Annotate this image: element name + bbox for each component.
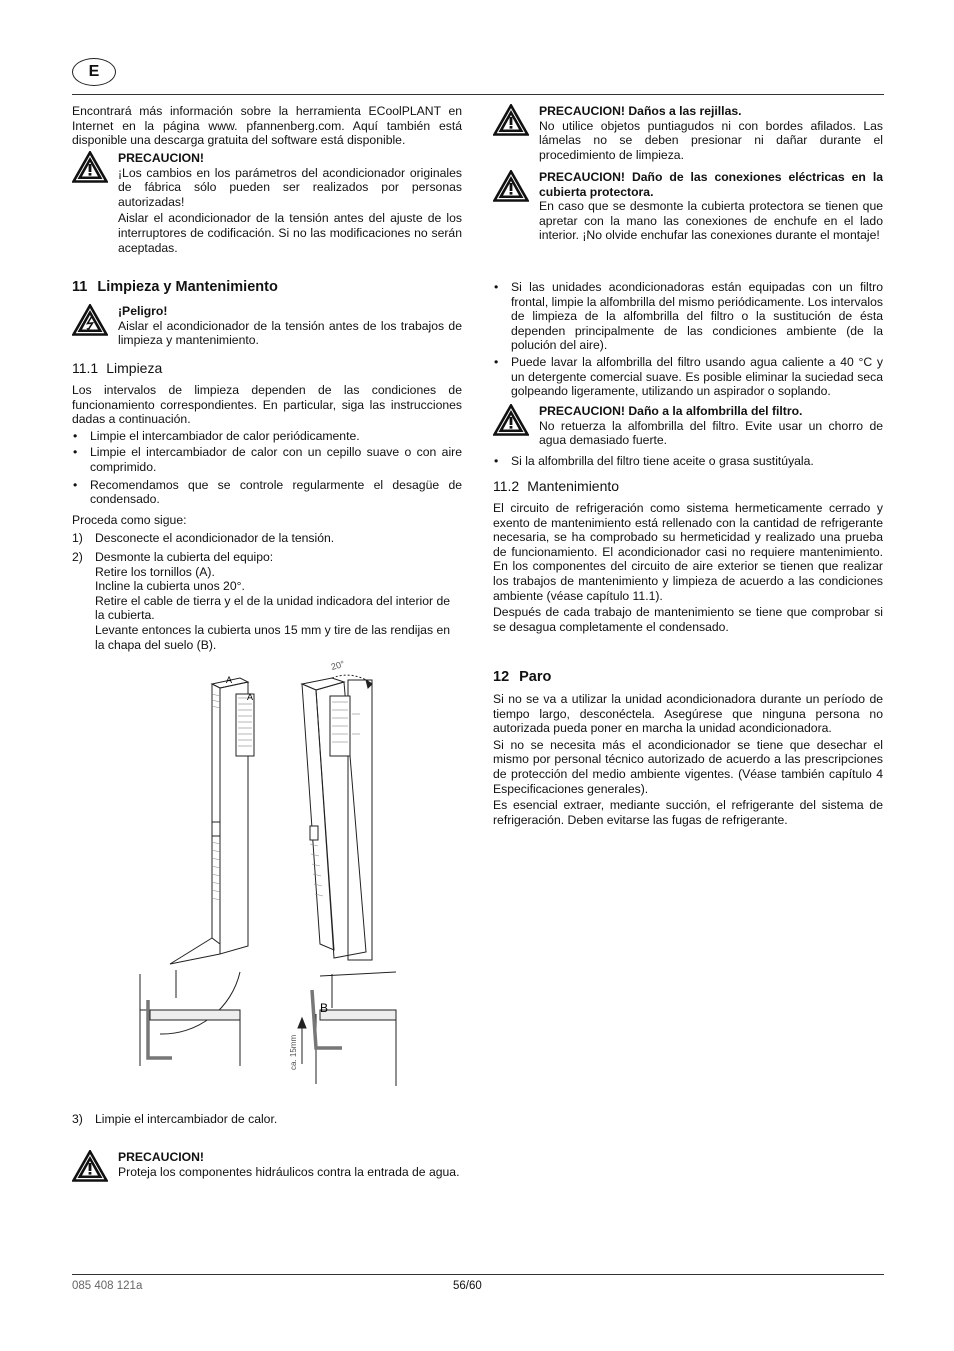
step-text: Desconecte el acondicionador de la tensión. <box>95 531 335 546</box>
language-code: E <box>88 62 100 80</box>
list-item: • Limpie el intercambiador de calor con un cepillo suave o con aire comprimido. <box>72 445 462 474</box>
section-number: 11 <box>72 279 88 295</box>
figure-label-angle: 20° <box>329 658 346 672</box>
figure-label-b: B <box>320 1001 329 1015</box>
list-item: • Si la alfombrilla del filtro tiene aceite o grasa sustitúyala. <box>493 454 883 469</box>
step-2 <box>72 550 462 652</box>
step-number: 1) <box>72 531 83 546</box>
figure-label-a: A <box>226 675 233 685</box>
section-title: Limpieza y Mantenimiento <box>97 279 278 295</box>
section-11-2-heading <box>493 479 619 494</box>
cover-removal-figure <box>120 654 410 1094</box>
cleaning-body <box>72 383 462 656</box>
section-title: Paro <box>519 669 552 685</box>
danger-title: ¡Peligro! <box>118 304 168 318</box>
shutdown-paragraph: Es esencial extraer, mediante succión, el refrigerante del sistema de refrigeración. Deben evitarse las fugas de refrigerante. <box>493 798 883 827</box>
section-number: 11.1 <box>72 360 99 376</box>
warning-triangle-icon <box>493 104 529 136</box>
section-number: 11.2 <box>493 478 520 494</box>
maintenance-paragraph: El circuito de refrigeración como sistema hermeticamente cerrado y exento de mantenimiento está rellenado con la cantidad de refrigerante necesaria, se ha comprobado su hermeticidad y realizado una prueba de funcionamiento. El acondicionador casi no requiere mantenimiento. En los componentes del circuito de aire exterior se tienen que realizar los trabajos de mantenimiento y limpieza de acuerdo a las condiciones ambiente (véase capítulo 11.1). <box>493 501 883 603</box>
maintenance-paragraph: Después de cada trabajo de mantenimiento se tiene que comprobar si se desagua completamente el condensado. <box>493 605 883 634</box>
step-number: 3) <box>72 1112 83 1126</box>
electric-hazard-icon <box>72 304 108 336</box>
danger-notice <box>72 304 462 354</box>
shutdown-paragraph: Si no se necesita más el acondicionador se tiene que desechar el mismo por personal técnico autorizado de acuerdo a las prescripciones de protección del medio ambiente vigentes. (Véase también capítulo 4 Especificaciones generales). <box>493 737 883 796</box>
section-11-1-heading <box>72 361 162 376</box>
steps-list <box>72 531 462 652</box>
intro-paragraph: Encontrará más información sobre la herramienta ECoolPLANT en Internet en la página www. pfannenberg.com. Aquí también está disponible una descarga gratuita del software está disponible. <box>72 104 462 148</box>
warning-title: PRECAUCION! Daño a la alfombrilla del filtro. <box>539 404 803 418</box>
list-item: • Puede lavar la alfombrilla del filtro usando agua caliente a 40 °C y un detergente comercial suave. Es posible eliminar la suciedad seca golpeando ligeramente, utilizando un aspirador o soplando. <box>493 355 883 399</box>
section-11-heading <box>72 280 278 295</box>
danger-text: Aislar el acondicionador de la tensión antes de los trabajos de limpieza y mantenimiento. <box>118 318 462 348</box>
warning-text: No retuerza la alfombrilla del filtro. Evite usar un chorro de agua demasiado fuerte. <box>539 418 883 448</box>
section-12-heading <box>493 670 551 685</box>
figure-label-a: A <box>247 692 254 702</box>
warning-text: No utilice objetos puntiagudos ni con bordes afilados. Las lámelas no se deben presionar ni dañar durante el procedimiento de limpieza. <box>539 118 883 162</box>
warning-triangle-icon <box>493 404 529 436</box>
step-text: Levante entonces la cubierta unos 15 mm y tire de las rendijas en la chapa del suelo (B). <box>95 622 450 652</box>
section-number: 12 <box>493 669 510 685</box>
header-rule <box>72 94 884 95</box>
intervals-paragraph: Los intervalos de limpieza dependen de las condiciones de funcionamiento correspondientes. En particular, siga las instrucciones dadas a continuación. <box>72 383 462 427</box>
proceed-text: Proceda como sigue: <box>72 512 187 527</box>
step-3 <box>72 1112 462 1131</box>
cleaning-bullets <box>72 429 462 507</box>
warning-settings <box>72 151 462 261</box>
warning-triangle-icon <box>493 170 529 202</box>
warning-grilles <box>493 104 883 168</box>
page-number: 56/60 <box>453 1280 482 1292</box>
warning-text: En caso que se desmonte la cubierta protectora se tienen que apretar con la mano las conexiones de enchufe en el lado interior. ¡No olvide enchufar las conexiones durante el montaje! <box>539 199 883 243</box>
warning-title: PRECAUCION! <box>118 151 204 165</box>
filter-bullets <box>493 280 883 401</box>
section-title: Limpieza <box>106 360 163 376</box>
list-item: • Recomendamos que se controle regularmente el desagüe de condensado. <box>72 478 462 507</box>
maintenance-body <box>493 501 883 634</box>
warning-hydraulic <box>72 1150 462 1200</box>
warning-filter <box>493 404 883 452</box>
warning-triangle-icon <box>72 1150 108 1182</box>
warning-text: Proteja los componentes hidráulicos contra la entrada de agua. <box>118 1164 460 1179</box>
warning-title: PRECAUCION! Daño de las conexiones eléctricas en la cubierta protectora. <box>539 170 883 199</box>
warning-title: PRECAUCION! Daños a las rejillas. <box>539 104 742 118</box>
shutdown-body <box>493 692 883 827</box>
section-title: Mantenimiento <box>527 478 620 494</box>
left-column <box>72 104 462 148</box>
footer-rule <box>72 1274 884 1275</box>
list-item: • Limpie el intercambiador de calor periódicamente. <box>72 429 462 444</box>
bullet-list <box>493 280 883 399</box>
steps-list <box>72 1112 462 1127</box>
warning-triangle-icon <box>72 151 108 183</box>
step-3-item <box>72 1112 462 1127</box>
warning-text: ¡Los cambios en los parámetros del acondicionador originales de fábrica sólo pueden ser realizados por personas autorizadas! <box>118 165 462 209</box>
oil-bullet <box>493 454 883 471</box>
shutdown-paragraph: Si no se va a utilizar la unidad acondicionadora durante un período de tiempo largo, desconéctela. Asegúrese que ninguna persona no autorizada pueda poner en marcha la unidad acondicionadora. <box>493 692 883 736</box>
warning-text: Aislar el acondicionador de la tensión antes del ajuste de los interruptores de codificación. Si no las modificaciones no serán aceptadas. <box>118 211 462 255</box>
step-number: 2) <box>72 549 83 564</box>
warning-connections <box>493 170 883 266</box>
step-text: Desmonte la cubierta del equipo: <box>95 549 274 564</box>
figure-label-lift: ca. 15mm <box>289 1034 298 1070</box>
step-1 <box>72 531 462 546</box>
step-text: Retire los tornillos (A). <box>95 564 215 579</box>
document-number: 085 408 121a <box>72 1280 143 1292</box>
step-text: Limpie el intercambiador de calor. <box>95 1112 278 1126</box>
bullet-list <box>493 454 883 469</box>
step-text: Retire el cable de tierra y el de la unidad indicadora del interior de la cubierta. <box>95 593 451 623</box>
list-item: • Si las unidades acondicionadoras están equipadas con un filtro frontal, limpie la alfombrilla del mismo periódicamente. Los intervalos de limpieza de la alfombrilla del filtro o la sustitución de ésta dependen principalmente de las condiciones ambiente (de la polución del aire). <box>493 280 883 353</box>
warning-title: PRECAUCION! <box>118 1150 204 1164</box>
step-text: Incline la cubierta unos 20°. <box>95 579 245 594</box>
language-badge <box>72 58 116 86</box>
